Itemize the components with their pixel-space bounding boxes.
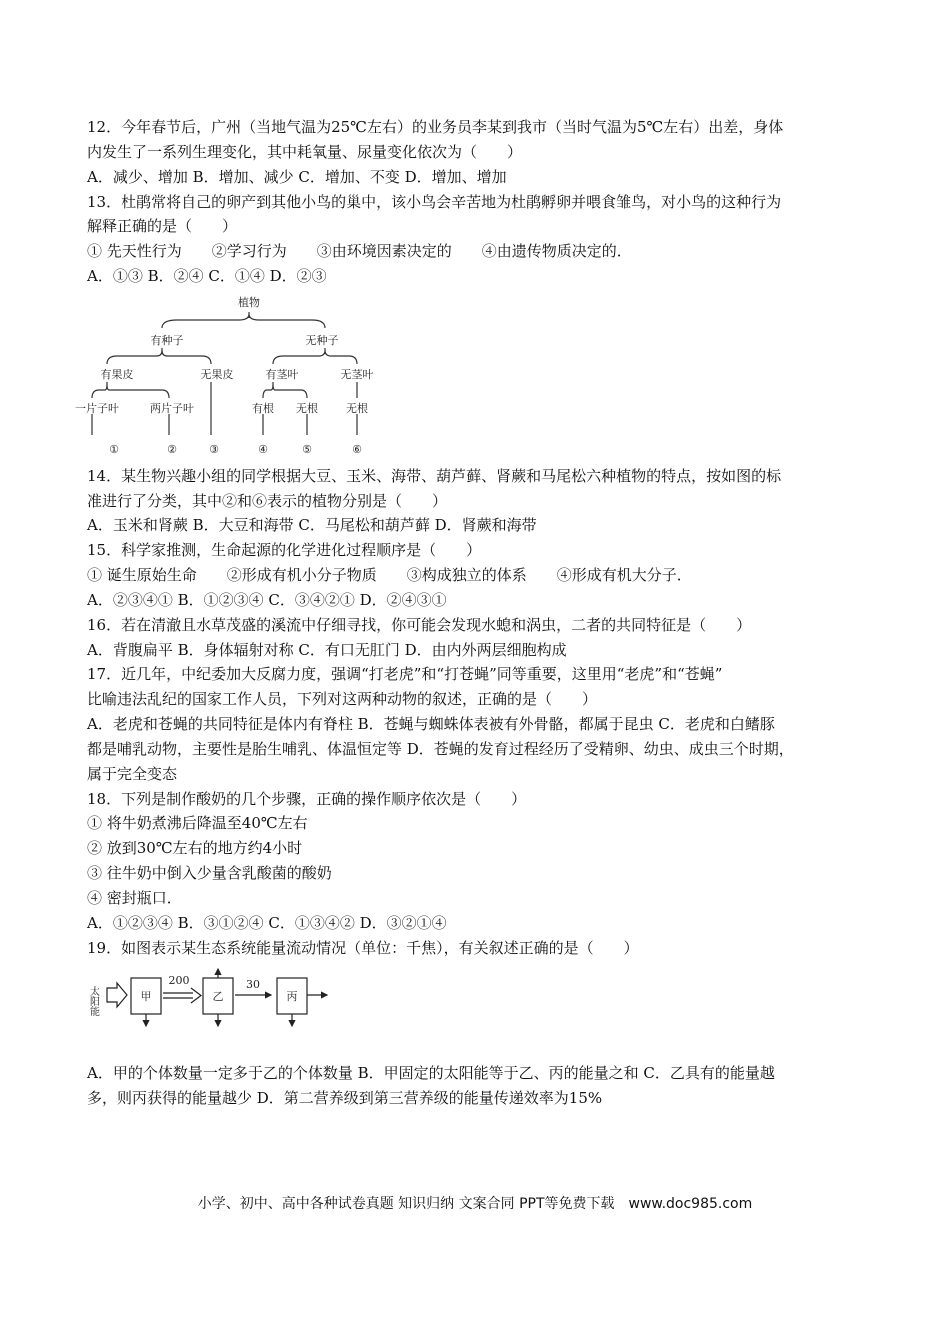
page-footer: 小学、初中、高中各种试卷真题 知识归纳 文案合同 PPT等免费下载 www.doc985.com: [197, 1196, 753, 1212]
q14-line-2: 准进行了分类，其中②和⑥表示的植物分别是（ ）: [87, 492, 448, 510]
tree-monocot: 一片子叶: [75, 402, 119, 415]
q18-step-3: ③ 往牛奶中倒入少量含乳酸菌的酸奶: [87, 864, 332, 882]
q16-line-1: 16．若在清澈且水草茂盛的溪流中仔细寻找，你可能会发现水螅和涡虫，二者的共同特征是（ ）: [87, 616, 752, 634]
tree-no-pericarp: 无果皮: [200, 368, 234, 381]
tree-num-1: ①: [109, 443, 119, 456]
tree-seed: 有种子: [150, 334, 184, 347]
q12-line-1: 12．今年春节后，广州（当地气温为25℃左右）的业务员李某到我市（当时气温为5℃左右）出差，身体: [87, 118, 784, 136]
q17-line-1: 17．近几年，中纪委加大反腐力度，强调“打老虎”和“打苍蝇”同等重要，这里用“老虎”和“苍蝇”: [87, 665, 723, 683]
q13-statements: ① 先天性行为 ②学习行为 ③由环境因素决定的 ④由遗传物质决定的．: [87, 242, 632, 260]
tree-stem-leaf: 有茎叶: [265, 368, 299, 381]
q13-options: A．①③ B．②④ C．①④ D．②③: [87, 267, 327, 285]
q18-line-1: 18．下列是制作酸奶的几个步骤，正确的操作顺序依次是（ ）: [87, 790, 527, 808]
q15-statements: ① 诞生原始生命 ②形成有机小分子物质 ③构成独立的体系 ④形成有机大分子．: [87, 566, 692, 584]
flow-node-bing: 丙: [286, 990, 298, 1003]
q15-line-1: 15．科学家推测，生命起源的化学进化过程顺序是（ ）: [87, 541, 482, 559]
flow-value-30: 30: [246, 978, 260, 991]
q19-options-2: 多，则丙获得的能量越少 D．第二营养级到第三营养级的能量传递效率为15%: [87, 1089, 603, 1107]
q14-options: A．玉米和肾蕨 B．大豆和海带 C．马尾松和葫芦藓 D．肾蕨和海带: [87, 516, 537, 534]
q18-options: A．①②③④ B．③①②④ C．①③④② D．③②①④: [87, 914, 447, 932]
tree-dicot: 两片子叶: [150, 402, 194, 415]
tree-num-6: ⑥: [352, 443, 362, 456]
q13-line-2: 解释正确的是（ ）: [87, 217, 238, 235]
tree-root: 植物: [238, 296, 260, 309]
q19-options-1: A．甲的个体数量一定多于乙的个体数量 B．甲固定的太阳能等于乙、丙的能量之和 C．乙具有的能量越: [87, 1064, 775, 1082]
energy-flow-diagram: [87, 968, 337, 1030]
tree-num-2: ②: [167, 443, 177, 456]
flow-node-yi: 乙: [212, 990, 224, 1003]
tree-no-seed: 无种子: [305, 334, 339, 347]
tree-num-3: ③: [209, 443, 219, 456]
flow-source-label: 太阳能: [87, 986, 99, 1016]
tree-root-no-1: 无根: [296, 402, 318, 415]
tree-pericarp: 有果皮: [100, 368, 134, 381]
q17-line-2: 比喻违法乱纪的国家工作人员，下列对这两种动物的叙述，正确的是（ ）: [87, 690, 598, 708]
q14-line-1: 14．某生物兴趣小组的同学根据大豆、玉米、海带、葫芦藓、肾蕨和马尾松六种植物的特点，按如图的标: [87, 467, 782, 485]
q15-options: A．②③④① B．①②③④ C．③④②① D．②④③①: [87, 591, 447, 609]
q16-options: A．背腹扁平 B．身体辐射对称 C．有口无肛门 D．由内外两层细胞构成: [87, 641, 567, 659]
q17-options-1: A．老虎和苍蝇的共同特征是体内有脊柱 B．苍蝇与蜘蛛体表被有外骨骼，都属于昆虫 C．老虎和白鳍豚: [87, 715, 775, 733]
q12-options: A．减少、增加 B．增加、减少 C．增加、不变 D．增加、增加: [87, 168, 507, 186]
tree-root-yes: 有根: [252, 402, 274, 415]
q19-line-1: 19．如图表示某生态系统能量流动情况（单位：千焦），有关叙述正确的是（ ）: [87, 939, 639, 957]
tree-root-no-2: 无根: [346, 402, 368, 415]
q18-step-4: ④ 密封瓶口．: [87, 889, 182, 907]
tree-no-stem-leaf: 无茎叶: [340, 368, 374, 381]
q13-line-1: 13．杜鹃常将自己的卵产到其他小鸟的巢中，该小鸟会辛苦地为杜鹃孵卵并喂食雏鸟，对小鸟的这种行为: [87, 193, 782, 211]
q18-step-2: ② 放到30℃左右的地方约4小时: [87, 839, 303, 857]
q18-step-1: ① 将牛奶煮沸后降温至40℃左右: [87, 814, 308, 832]
tree-num-4: ④: [258, 443, 268, 456]
plant-classification-diagram: [75, 290, 387, 462]
q12-line-2: 内发生了一系列生理变化，其中耗氧量、尿量变化依次为（ ）: [87, 143, 523, 161]
tree-num-5: ⑤: [302, 443, 312, 456]
q17-options-2: 都是哺乳动物，主要性是胎生哺乳、体温恒定等 D．苍蝇的发育过程经历了受精卵、幼虫、成虫三个时期，: [87, 740, 794, 758]
q17-options-3: 属于完全变态: [87, 765, 178, 783]
flow-value-200: 200: [168, 974, 190, 987]
flow-node-jia: 甲: [140, 990, 152, 1003]
